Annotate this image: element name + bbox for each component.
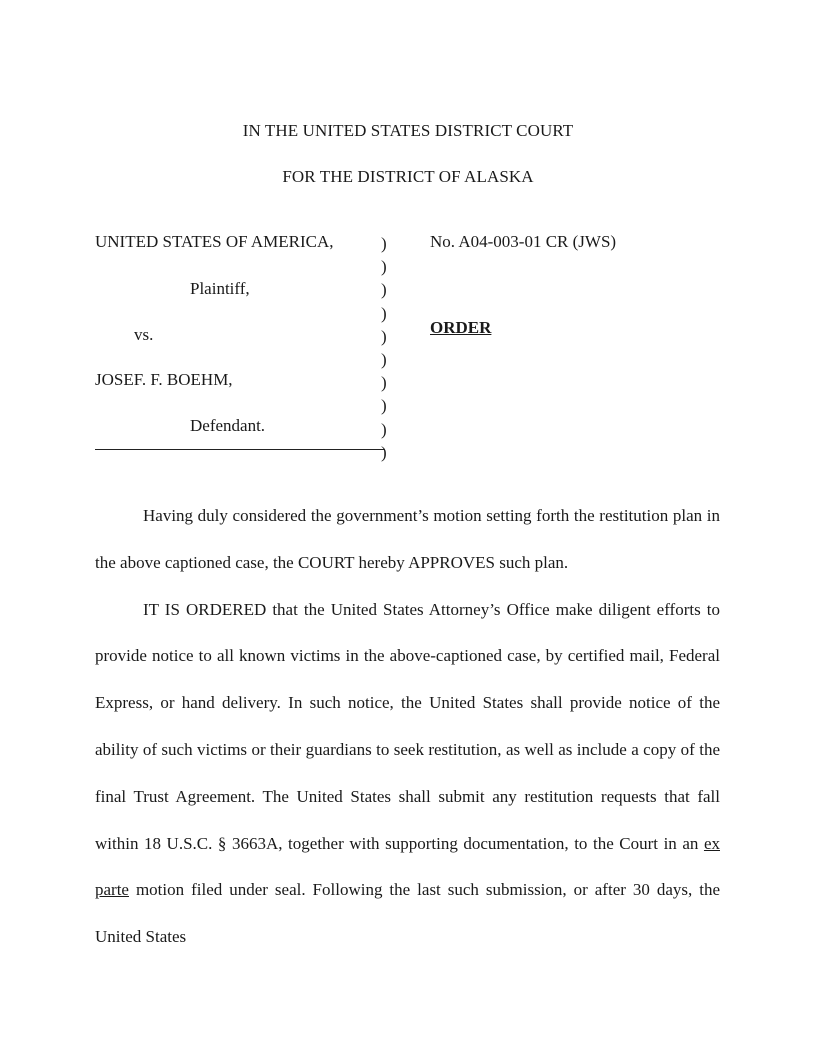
district-heading: FOR THE DISTRICT OF ALASKA	[282, 167, 534, 186]
caption-underline	[95, 449, 385, 450]
order-body	[95, 493, 720, 961]
plaintiff-name: UNITED STATES OF AMERICA,	[95, 232, 334, 251]
caption-paren: )	[381, 326, 387, 346]
order-title: ORDER	[430, 318, 492, 337]
ex-parte-term: ex parte	[95, 833, 720, 900]
paragraph-1: Having duly considered the government’s motion setting forth the restitution plan in the above captioned case, the COURT hereby APPROVES such plan.	[95, 506, 720, 572]
caption-paren: )	[381, 349, 387, 369]
court-name-heading: IN THE UNITED STATES DISTRICT COURT	[242, 121, 574, 140]
caption-paren: )	[381, 280, 387, 300]
plaintiff-role: Plaintiff,	[190, 279, 250, 298]
paragraph-2	[95, 587, 720, 961]
caption-paren: )	[381, 442, 387, 462]
caption-paren-column	[381, 232, 393, 464]
caption-paren: )	[381, 257, 387, 277]
caption-paren: )	[381, 303, 387, 323]
caption-paren: )	[381, 396, 387, 416]
case-number: No. A04-003-01 CR (JWS)	[430, 232, 617, 251]
caption-paren: )	[381, 234, 387, 253]
defendant-name: JOSEF. F. BOEHM,	[95, 370, 233, 389]
paragraph-2-continued: motion filed under seal. Following the last such submission, or after 30 days, the United States	[95, 880, 720, 947]
paragraph-2-text: IT IS ORDERED that the United States Attorney’s Office make diligent efforts to provide notice to all known victims in the above-captioned case, by certified mail, Federal Express, or hand delivery. In such notice, the United States shall provide notice of the ability of such victims or their guardians to seek restitution, as well as include a copy of the final Trust Agreement. The United States shall submit any restitution requests that fall within 18 U.S.C. § 3663A, together with supporting documentation, to the Court in an	[95, 599, 720, 853]
versus-text: vs.	[134, 325, 154, 344]
caption-paren: )	[381, 419, 387, 439]
defendant-role: Defendant.	[190, 416, 266, 435]
caption-paren: )	[381, 373, 387, 393]
